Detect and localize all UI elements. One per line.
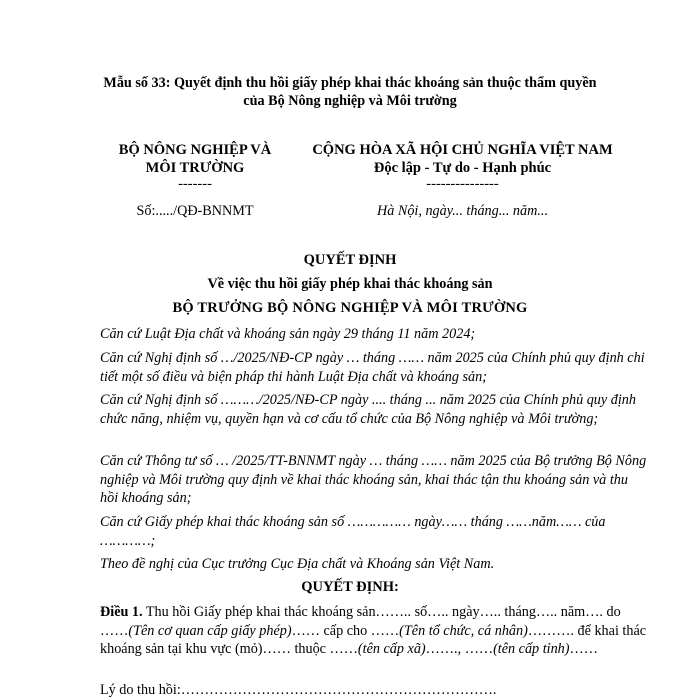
agency-name-line2: MÔI TRƯỜNG — [145, 160, 245, 176]
form-heading-line2: của Bộ Nông nghiệp và Môi trường — [243, 93, 457, 109]
decision-subject: Về việc thu hồi giấy phép khai thác khoáng sản — [207, 276, 493, 292]
article-1-text-1: Thu hồi Giấy phép khai thác khoáng sản…….. số….. ngày….. tháng….. năm…. do …… — [100, 604, 621, 639]
article-1-province: (tên cấp tỉnh) — [493, 641, 570, 657]
article-1-text-4: ……., …… — [425, 641, 494, 657]
document-number: Số:...../QĐ-BNNMT — [136, 203, 254, 219]
form-heading — [0, 74, 700, 110]
article-1-holder: (Tên tổ chức, cá nhân) — [399, 622, 528, 639]
proposal-note: Theo đề nghị của Cục trưởng Cục Địa chất và Khoáng sản Việt Nam. — [100, 556, 495, 572]
issuing-authority: BỘ TRƯỞNG BỘ NÔNG NGHIỆP VÀ MÔI TRƯỜNG — [172, 300, 528, 316]
legal-basis-5: Căn cứ Giấy phép khai thác khoáng sản số …………… ngày…… tháng ……năm…… của …………; — [100, 514, 606, 549]
decision-title: QUYẾT ĐỊNH — [303, 252, 397, 268]
legal-basis-2: Căn cứ Nghị định số …/2025/NĐ-CP ngày … tháng …… năm 2025 của Chính phủ quy định chi tiết một số điều và biện pháp thi hành Luật Địa chất và khoáng sản; — [100, 350, 645, 385]
national-motto: Độc lập - Tự do - Hạnh phúc — [373, 160, 552, 176]
national-title — [295, 141, 630, 191]
form-heading-line1: Mẫu số 33: Quyết định thu hồi giấy phép khai thác khoáng sản thuộc thẩm quyền — [103, 75, 597, 91]
nation-name: CỘNG HÒA XÃ HỘI CHỦ NGHĨA VIỆT NAM — [312, 142, 613, 158]
article-1-commune: (tên cấp xã) — [357, 641, 426, 657]
legal-basis-1: Căn cứ Luật Địa chất và khoáng sản ngày 29 tháng 11 năm 2024; — [100, 326, 476, 342]
article-1-text-5: …… — [569, 641, 598, 657]
issuing-agency — [95, 141, 295, 191]
decision-heading: QUYẾT ĐỊNH: — [301, 579, 399, 595]
legal-basis-3: Căn cứ Nghị định số ………/2025/NĐ-CP ngày .... tháng ... năm 2025 của Chính phủ quy định chức năng, nhiệm vụ, quyền hạn và cơ cấu tổ chức của Bộ Nông nghiệp và Môi trường; — [100, 392, 636, 427]
agency-name-line1: BỘ NÔNG NGHIỆP VÀ — [118, 142, 272, 158]
agency-dash: ------- — [178, 176, 212, 192]
article-1 — [100, 603, 648, 659]
place-date: Hà Nội, ngày... tháng... năm... — [376, 203, 549, 219]
article-1-label: Điều 1. — [100, 604, 143, 620]
article-1-text-3: ………. để khai thác khoáng sản tại khu vực (mỏ)…… thuộc …… — [100, 622, 647, 657]
article-1-issuer: (Tên cơ quan cấp giấy phép) — [128, 622, 292, 639]
article-1-text-2: …… cấp cho …… — [291, 622, 400, 639]
revocation-reason: Lý do thu hồi:…………………………………………………………. — [100, 682, 497, 698]
motto-dash: --------------- — [426, 176, 499, 192]
legal-basis-4: Căn cứ Thông tư số … /2025/TT-BNNMT ngày … tháng …… năm 2025 của Bộ trưởng Bộ Nông nghiệp và Môi trường quy định về khai thác khoáng sản, khai thác tận thu khoáng sản và thu hồi khoáng sản; — [100, 453, 647, 506]
